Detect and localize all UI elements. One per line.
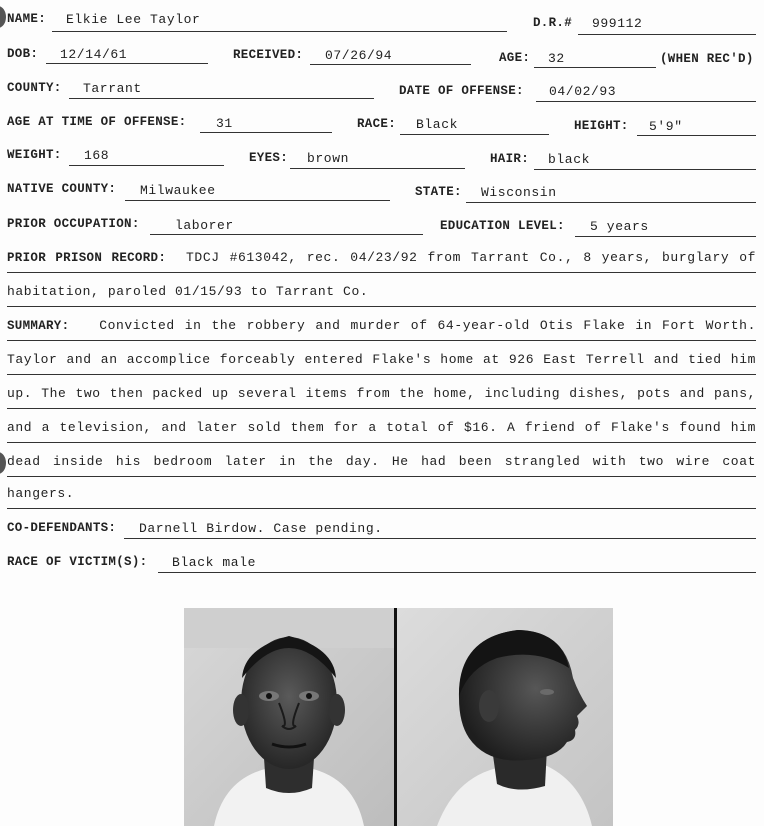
dob-value: 12/14/61: [60, 47, 128, 62]
eyes-value: brown: [307, 151, 350, 166]
codefendants-line: [124, 538, 756, 539]
summary-text-1: Convicted in the robbery and murder of 64-year-old Otis Flake in Fort Worth.: [99, 318, 756, 333]
summary-line-2: [7, 350, 756, 375]
age-offense-label: AGE AT TIME OF OFFENSE:: [7, 115, 187, 129]
weight-line: [69, 165, 224, 166]
dob-label: DOB:: [7, 47, 39, 61]
victim-race-line: [158, 572, 756, 573]
prior-record-label: PRIOR PRISON RECORD:: [7, 251, 167, 265]
prior-record-text-1: TDCJ #613042, rec. 04/23/92 from Tarrant Co., 8 years, burglary of: [186, 250, 756, 265]
weight-label: WEIGHT:: [7, 148, 62, 162]
mugshot-profile-photo: [397, 608, 613, 826]
state-value: Wisconsin: [481, 185, 557, 200]
race-value: Black: [416, 117, 459, 132]
codefendants-label: CO-DEFENDANTS:: [7, 521, 117, 535]
weight-value: 168: [84, 148, 110, 163]
prior-record-line-2: [7, 282, 756, 307]
age-label: AGE:: [499, 51, 531, 65]
name-line: [52, 31, 507, 32]
binder-hole-top: [0, 6, 6, 28]
summary-line-6: [7, 484, 756, 509]
native-county-line: [125, 200, 390, 201]
age-line: [534, 67, 656, 68]
eyes-line: [290, 168, 465, 169]
victim-race-value: Black male: [172, 555, 257, 570]
date-offense-value: 04/02/93: [549, 84, 617, 99]
occupation-line: [150, 234, 423, 235]
age-offense-line: [200, 132, 332, 133]
race-label: RACE:: [357, 117, 397, 131]
native-county-value: Milwaukee: [140, 183, 216, 198]
dr-label: D.R.#: [533, 16, 573, 30]
victim-race-label: RACE OF VICTIM(S):: [7, 555, 148, 569]
dob-line: [46, 63, 208, 64]
summary-line-4: [7, 418, 756, 443]
prior-record-text-2: habitation, paroled 01/15/93 to Tarrant Co.: [7, 284, 369, 299]
codefendants-value: Darnell Birdow. Case pending.: [139, 521, 383, 536]
hair-line: [534, 169, 756, 170]
summary-line-1: [7, 316, 756, 341]
summary-text-5: dead inside his bedroom later in the day. He had been strangled with two wire coat: [7, 454, 756, 469]
occupation-value: laborer: [175, 218, 234, 233]
dr-line: [578, 34, 756, 35]
received-label: RECEIVED:: [233, 48, 304, 62]
height-line: [637, 135, 756, 136]
education-label: EDUCATION LEVEL:: [440, 219, 565, 233]
summary-text-2: Taylor and an accomplice forceably entered Flake's home at 926 East Terrell and tied him: [7, 352, 756, 367]
binder-hole-bottom: [0, 452, 6, 474]
name-value: Elkie Lee Taylor: [66, 12, 201, 27]
prior-record-line-1: [7, 248, 756, 273]
race-line: [400, 134, 549, 135]
received-value: 07/26/94: [325, 48, 393, 63]
summary-line-3: [7, 384, 756, 409]
hair-label: HAIR:: [490, 152, 530, 166]
age-offense-value: 31: [216, 116, 233, 131]
summary-text-6: hangers.: [7, 486, 75, 501]
date-offense-line: [536, 101, 756, 102]
native-county-label: NATIVE COUNTY:: [7, 182, 117, 196]
state-line: [466, 202, 756, 203]
county-value: Tarrant: [83, 81, 142, 96]
state-label: STATE:: [415, 185, 462, 199]
eyes-label: EYES:: [249, 151, 289, 165]
received-line: [310, 64, 471, 65]
age-note: (WHEN REC'D): [660, 52, 754, 66]
summary-line-5: [7, 452, 756, 477]
county-label: COUNTY:: [7, 81, 62, 95]
height-value: 5'9": [649, 119, 683, 134]
summary-text-3: up. The two then packed up several items from the home, including dishes, pots and pans,: [7, 386, 756, 401]
age-value: 32: [548, 51, 565, 66]
dr-value: 999112: [592, 16, 643, 31]
education-value: 5 years: [590, 219, 649, 234]
county-line: [69, 98, 374, 99]
summary-text-4: and a television, and later sold them for a total of $16. A friend of Flake's found him: [7, 420, 756, 435]
height-label: HEIGHT:: [574, 119, 629, 133]
summary-label: SUMMARY:: [7, 319, 70, 333]
name-label: NAME:: [7, 12, 47, 26]
occupation-label: PRIOR OCCUPATION:: [7, 217, 140, 231]
hair-value: black: [548, 152, 591, 167]
education-line: [575, 236, 756, 237]
date-offense-label: DATE OF OFFENSE:: [399, 84, 524, 98]
mugshot-front-photo: [184, 608, 394, 826]
